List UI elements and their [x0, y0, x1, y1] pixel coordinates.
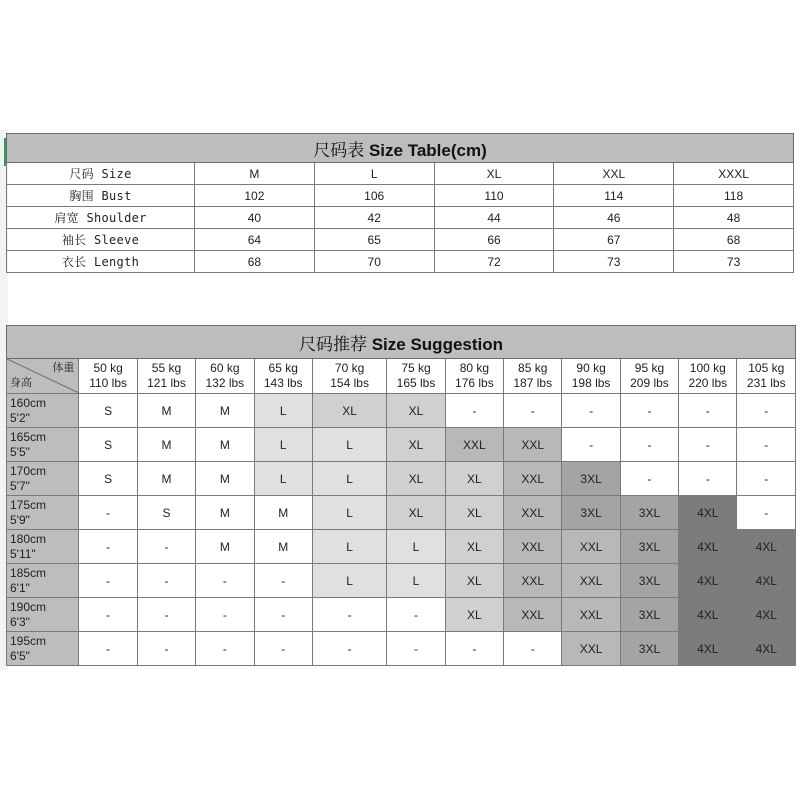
suggested-size-cell: M [254, 530, 312, 564]
weight-header-cell [387, 359, 445, 394]
suggested-size-cell: - [79, 530, 137, 564]
measurement-value: 73 [554, 251, 674, 273]
weight-header-cell [445, 359, 503, 394]
suggested-size-cell: S [137, 496, 195, 530]
suggested-size-cell: L [387, 564, 445, 598]
height-cm: 185cm [10, 565, 47, 580]
suggested-size-cell: - [737, 462, 796, 496]
weight-lbs: 121 lbs [147, 376, 186, 390]
suggested-size-cell: - [620, 394, 678, 428]
height-header-cell [7, 496, 79, 530]
measurement-value: 106 [314, 185, 434, 207]
measurement-label: 衣长 Length [7, 251, 195, 273]
measurement-value: 72 [434, 251, 554, 273]
suggested-size-cell: 4XL [737, 598, 796, 632]
weight-lbs: 165 lbs [396, 376, 436, 390]
weight-kg: 70 kg [334, 361, 365, 375]
suggested-size-cell: - [79, 564, 137, 598]
weight-lbs: 209 lbs [630, 376, 669, 390]
weight-lbs: 154 lbs [330, 376, 369, 390]
height-ft: 6'5" [10, 648, 30, 663]
suggested-size-cell: M [137, 428, 195, 462]
measurement-value: 44 [434, 207, 554, 229]
suggested-size-cell: - [137, 632, 195, 666]
height-ft: 6'1" [10, 580, 30, 595]
suggested-size-cell: - [562, 394, 620, 428]
weight-header-cell [504, 359, 562, 394]
measurement-value: 67 [554, 229, 674, 251]
suggestion-row [7, 462, 796, 496]
weight-header-cell [79, 359, 137, 394]
size-table-row [7, 251, 794, 273]
size-header-row [7, 163, 794, 185]
suggestion-row [7, 496, 796, 530]
size-table-title-en: Size Table(cm) [368, 140, 487, 160]
suggested-size-cell: 4XL [679, 598, 737, 632]
measurement-value: 70 [314, 251, 434, 273]
weight-header-cell [312, 359, 386, 394]
suggested-size-cell: XL [387, 394, 445, 428]
height-header-cell [7, 462, 79, 496]
suggested-size-cell: 3XL [620, 564, 678, 598]
suggestion-row [7, 530, 796, 564]
measurement-value: 118 [674, 185, 794, 207]
suggested-size-cell: - [137, 530, 195, 564]
suggested-size-cell: - [387, 632, 445, 666]
weight-header-cell [679, 359, 737, 394]
suggested-size-cell: L [254, 428, 312, 462]
weight-lbs: 176 lbs [455, 376, 494, 390]
height-ft: 6'3" [10, 614, 30, 629]
suggested-size-cell: 4XL [737, 632, 796, 666]
suggested-size-cell: XL [312, 394, 386, 428]
weight-kg: 50 kg [93, 361, 123, 375]
suggested-size-cell: - [387, 598, 445, 632]
weight-lbs: 143 lbs [263, 376, 303, 390]
height-cm: 175cm [10, 497, 47, 512]
suggested-size-cell: 3XL [620, 496, 678, 530]
suggested-size-cell: XXL [445, 428, 503, 462]
suggested-size-cell: - [562, 428, 620, 462]
suggested-size-cell: M [254, 496, 312, 530]
weight-kg: 65 kg [268, 361, 298, 375]
suggested-size-cell: L [312, 530, 386, 564]
weight-header-row [7, 359, 796, 394]
suggested-size-cell: 3XL [620, 598, 678, 632]
suggested-size-cell: - [312, 632, 386, 666]
measurement-value: 46 [554, 207, 674, 229]
suggested-size-cell: XXL [562, 564, 620, 598]
suggested-size-cell: - [254, 632, 312, 666]
height-cm: 165cm [10, 429, 47, 444]
suggested-size-cell: XL [387, 428, 445, 462]
suggested-size-cell: S [79, 462, 137, 496]
suggested-size-cell: S [79, 394, 137, 428]
suggested-size-cell: - [679, 428, 737, 462]
height-header-cell [7, 632, 79, 666]
suggested-size-cell: - [679, 394, 737, 428]
suggested-size-cell: 3XL [620, 530, 678, 564]
measurement-label: 胸围 Bust [7, 185, 195, 207]
suggested-size-cell: 4XL [679, 632, 737, 666]
size-table-title-cn: 尺码表 [313, 140, 365, 160]
measurement-label: 袖长 Sleeve [7, 229, 195, 251]
weight-header-cell [254, 359, 312, 394]
suggested-size-cell: - [737, 496, 796, 530]
suggested-size-cell: - [254, 564, 312, 598]
size-table [6, 133, 794, 273]
size-suggestion-table [6, 325, 796, 666]
measurement-label: 肩宽 Shoulder [7, 207, 195, 229]
suggested-size-cell: 4XL [737, 530, 796, 564]
height-ft: 5'11" [10, 546, 36, 561]
suggested-size-cell: 4XL [737, 564, 796, 598]
suggested-size-cell: - [79, 496, 137, 530]
suggested-size-cell: S [79, 428, 137, 462]
suggested-size-cell: XXL [562, 598, 620, 632]
weight-header-cell [137, 359, 195, 394]
height-cm: 170cm [10, 463, 47, 478]
suggested-size-cell: XXL [504, 496, 562, 530]
weight-header-cell [737, 359, 796, 394]
size-header-cell: M [195, 163, 315, 185]
size-header-cell: XL [434, 163, 554, 185]
suggested-size-cell: 4XL [679, 496, 737, 530]
suggested-size-cell: M [196, 462, 254, 496]
suggested-size-cell: - [445, 394, 503, 428]
suggested-size-cell: XXL [504, 564, 562, 598]
suggested-size-cell: XL [445, 564, 503, 598]
suggested-size-cell: - [679, 462, 737, 496]
weight-kg: 90 kg [576, 361, 606, 375]
weight-header-cell [620, 359, 678, 394]
suggested-size-cell: M [196, 394, 254, 428]
weight-lbs: 187 lbs [513, 376, 553, 390]
measurement-value: 40 [195, 207, 315, 229]
weight-header-cell [196, 359, 254, 394]
measurement-value: 110 [434, 185, 554, 207]
measurement-value: 114 [554, 185, 674, 207]
measurement-value: 65 [314, 229, 434, 251]
suggestion-table-title-cn: 尺码推荐 [298, 334, 367, 354]
height-cm: 195cm [10, 633, 47, 648]
height-cm: 190cm [10, 599, 47, 614]
weight-header-cell [562, 359, 620, 394]
measurement-value: 102 [195, 185, 315, 207]
measurement-value: 64 [195, 229, 315, 251]
suggestion-table-title [7, 326, 796, 359]
suggested-size-cell: - [737, 428, 796, 462]
measurement-value: 68 [195, 251, 315, 273]
suggested-size-cell: M [196, 530, 254, 564]
weight-kg: 60 kg [210, 361, 240, 375]
suggested-size-cell: L [387, 530, 445, 564]
suggested-size-cell: XXL [504, 598, 562, 632]
weight-kg: 75 kg [401, 361, 431, 375]
suggested-size-cell: 4XL [679, 530, 737, 564]
suggested-size-cell: XXL [562, 632, 620, 666]
size-header-label: 尺码 Size [7, 163, 195, 185]
measurement-value: 68 [674, 229, 794, 251]
suggested-size-cell: XL [445, 496, 503, 530]
size-table-row [7, 207, 794, 229]
size-table-row [7, 185, 794, 207]
suggestion-row [7, 564, 796, 598]
size-header-cell: XXL [554, 163, 674, 185]
suggested-size-cell: M [196, 496, 254, 530]
measurement-value: 48 [674, 207, 794, 229]
suggested-size-cell: XXL [504, 530, 562, 564]
weight-kg: 55 kg [151, 361, 182, 375]
height-header-cell [7, 598, 79, 632]
measurement-value: 42 [314, 207, 434, 229]
size-table-row [7, 229, 794, 251]
suggested-size-cell: - [196, 598, 254, 632]
suggested-size-cell: XXL [504, 428, 562, 462]
suggested-size-cell: L [312, 496, 386, 530]
suggested-size-cell: - [620, 428, 678, 462]
corner-height-label: 身高 [10, 377, 32, 389]
suggested-size-cell: XL [387, 462, 445, 496]
suggested-size-cell: - [445, 632, 503, 666]
suggested-size-cell: XL [445, 530, 503, 564]
suggested-size-cell: XL [445, 462, 503, 496]
suggested-size-cell: 3XL [562, 496, 620, 530]
measurement-value: 73 [674, 251, 794, 273]
suggested-size-cell: - [737, 394, 796, 428]
height-header-cell [7, 564, 79, 598]
suggested-size-cell: M [137, 462, 195, 496]
height-ft: 5'2" [10, 410, 30, 425]
suggested-size-cell: XL [445, 598, 503, 632]
weight-kg: 85 kg [518, 361, 548, 375]
suggested-size-cell: 3XL [562, 462, 620, 496]
weight-lbs: 220 lbs [688, 376, 728, 390]
height-header-cell [7, 428, 79, 462]
suggestion-row [7, 598, 796, 632]
size-table-title [7, 134, 794, 163]
corner-header [7, 359, 79, 394]
suggested-size-cell: - [79, 598, 137, 632]
size-header-cell: XXXL [674, 163, 794, 185]
suggested-size-cell: L [312, 428, 386, 462]
suggested-size-cell: L [312, 564, 386, 598]
weight-lbs: 231 lbs [746, 376, 786, 390]
height-ft: 5'9" [10, 512, 30, 527]
suggested-size-cell: - [137, 598, 195, 632]
suggested-size-cell: L [312, 462, 386, 496]
height-header-cell [7, 394, 79, 428]
height-cm: 160cm [10, 395, 47, 410]
suggested-size-cell: - [254, 598, 312, 632]
suggestion-row [7, 428, 796, 462]
height-ft: 5'5" [10, 444, 30, 459]
suggested-size-cell: - [504, 632, 562, 666]
height-ft: 5'7" [10, 478, 30, 493]
weight-lbs: 110 lbs [89, 376, 128, 390]
suggestion-row [7, 394, 796, 428]
weight-lbs: 198 lbs [571, 376, 611, 390]
suggested-size-cell: 4XL [679, 564, 737, 598]
suggested-size-cell: - [196, 632, 254, 666]
suggested-size-cell: - [196, 564, 254, 598]
suggested-size-cell: XL [387, 496, 445, 530]
suggested-size-cell: - [504, 394, 562, 428]
height-header-cell [7, 530, 79, 564]
weight-lbs: 132 lbs [205, 376, 245, 390]
weight-kg: 80 kg [459, 361, 490, 375]
weight-kg: 95 kg [634, 361, 665, 375]
suggested-size-cell: - [79, 632, 137, 666]
suggested-size-cell: - [312, 598, 386, 632]
weight-kg: 105 kg [748, 361, 785, 375]
measurement-value: 66 [434, 229, 554, 251]
suggestion-row [7, 632, 796, 666]
height-cm: 180cm [10, 531, 47, 546]
suggested-size-cell: 3XL [620, 632, 678, 666]
suggested-size-cell: L [254, 462, 312, 496]
suggested-size-cell: - [137, 564, 195, 598]
suggested-size-cell: XXL [562, 530, 620, 564]
suggested-size-cell: XXL [504, 462, 562, 496]
suggested-size-cell: L [254, 394, 312, 428]
suggested-size-cell: M [196, 428, 254, 462]
suggested-size-cell: - [620, 462, 678, 496]
size-header-cell: L [314, 163, 434, 185]
suggested-size-cell: M [137, 394, 195, 428]
weight-kg: 100 kg [689, 361, 726, 375]
suggestion-table-title-en: Size Suggestion [371, 334, 504, 354]
corner-weight-label: 体重 [52, 362, 75, 374]
